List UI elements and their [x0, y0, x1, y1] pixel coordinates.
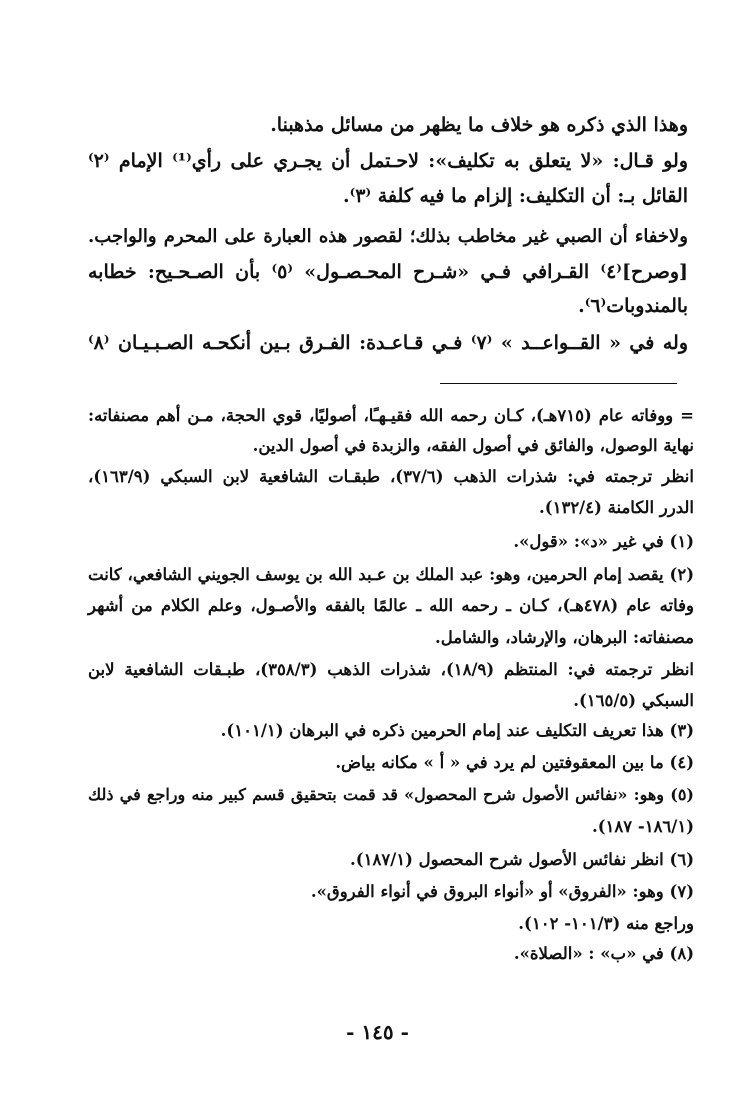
- body-line-6: بالمندوبات⁽٦⁾.: [578, 295, 688, 317]
- footnote-line: الدرر الكامنة (١٣٢/٤).: [539, 498, 694, 517]
- footnote-line: (٤) ما بين المعقوفتين لم يرد في « أ » مكانه بياض.: [335, 753, 694, 772]
- footnote-line: نهاية الوصول، والفائق في أصول الفقه، والزبدة في أصول الدين.: [252, 436, 694, 455]
- footnote-line: مصنفاته: البرهان، والإرشاد، والشامل.: [435, 628, 694, 647]
- body-line-2: ولو قـال: «لا يتعلق به تكليف»: لاحـتمل أن يجـري على رأي⁽¹⁾ الإمام ⁽٢⁾: [88, 150, 688, 172]
- footnote-line: السبكي (١٦٥/٥).: [573, 691, 694, 710]
- footnote-line: (٧) وهو: «الفروق» أو «أنواء البروق في أنواء الفروق».: [310, 882, 694, 901]
- footnote-line: (٦) انظر نفائس الأصول شرح المحصول (١٨٧/١).: [350, 850, 694, 869]
- footnote-line: = ووفاته عام (٧١٥هـ)، كـان رحمه الله فقيـهـًا، أصوليًا، قوي الحجة، مـن أهم مصنفاته:: [88, 406, 694, 425]
- footnote-line: (٨) في «ب» : «الصلاة».: [513, 944, 694, 963]
- footnote-divider: [440, 383, 677, 384]
- footnote-line: انظر ترجمته في: شذرات الذهب (٣٧/٦)، طبقـات الشافعية لابن السبكي (١٦٣/٩)،: [88, 467, 694, 486]
- body-line-4: ولاخفاء أن الصبي غير مخاطب بذلك؛ لقصور هذه العبارة على المحرم والواجب.: [88, 226, 688, 247]
- body-line-1: وهذا الذي ذكره هو خلاف ما يظهر من مسائل مذهبنا.: [270, 114, 688, 136]
- footnote-line: انظر ترجمته في: المنتظم (١٨/٩)، شذرات الذهب (٣٥٨/٣)، طبـقات الشافعية لابن: [88, 660, 694, 679]
- footnote-line: وراجع منه (١٠١/٣- ١٠٢).: [518, 914, 694, 933]
- footnote-line: (١) في غير «د»: «قول».: [513, 532, 694, 551]
- body-line-5: [وصرح]⁽٤⁾ القـرافي فـي «شـرح المحـصـول» ⁽٥⁾ بأن الصـحـيح: خطابه: [88, 261, 688, 283]
- footnote-line: (٢) يقصد إمام الحرمين، وهو: عبد الملك بن عـبد الله بن يوسف الجويني الشافعي، كانت: [88, 565, 694, 584]
- footnote-line: (٥) وهو: «نفائس الأصول شرح المحصول» قد قمت بتحقيق قسم كبير منه وراجع في ذلك: [88, 785, 694, 804]
- footnote-line: (١٨٦/١- ١٨٧).: [591, 817, 694, 836]
- footnote-line: وفاته عام (٤٧٨هـ)، كـان ـ رحمه الله ـ عالمًا بالفقه والأصـول، وعلم الكلام من أشهر: [88, 596, 694, 615]
- footnote-line: (٣) هذا تعريف التكليف عند إمام الحرمين ذكره في البرهان (١٠١/١).: [220, 721, 694, 740]
- body-line-3: القائل بـ: أن التكليف: إلزام ما فيه كلفة ⁽٣⁾.: [342, 185, 688, 207]
- body-line-7: وله في « القــواعــد » ⁽٧⁾ فـي قـاعـدة: الفـرق بـين أنكحـه الصـبـيـان ⁽٨⁾: [88, 332, 688, 354]
- page-number: - ١٤٥ -: [346, 1020, 409, 1044]
